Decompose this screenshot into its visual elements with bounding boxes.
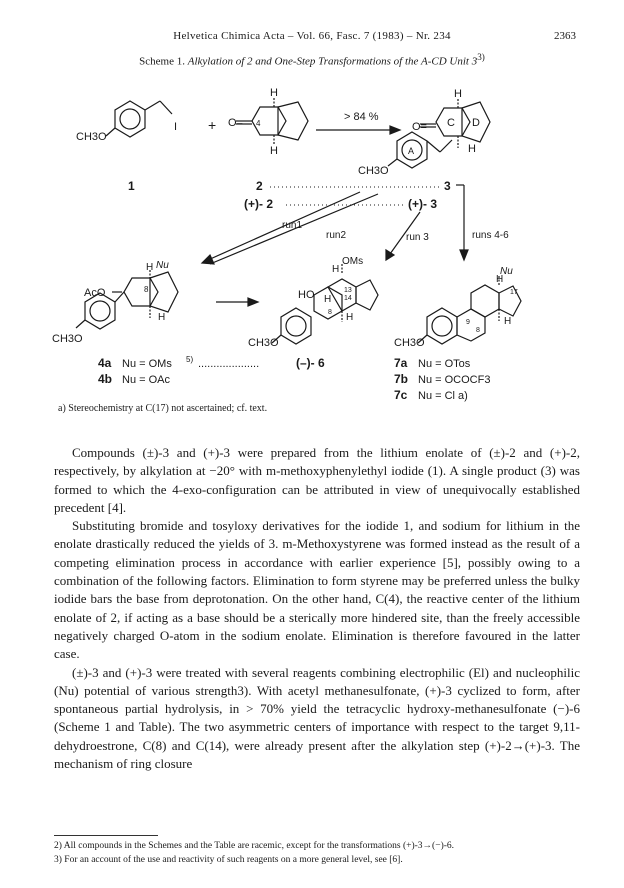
num-9-on-7: 9 [466, 319, 470, 326]
text-7b: Nu = OCOCF3 [418, 374, 491, 386]
methoxy-6: CH3O [248, 337, 279, 349]
label-4b: 4b [98, 372, 113, 386]
h-bottom-6: H [346, 312, 354, 323]
footnotes [54, 835, 580, 867]
text-4b: Nu = OAc [122, 374, 170, 386]
paragraph-3: (±)-3 and (+)-3 were treated with several reagents combining electrophilic (El) and nucleophilic (Nu) potential of various strength3). With acetyl methanesulfonate, (+)-3 cyclized to form, after spontaneous partial hydrolysis, in > 70% yield the tetracyclic hydroxy-methanesulfonate (−)-6 (Scheme 1 and Table). The two asymmetric centers of importance with respect to the target 9,11-dehydroestrone, C(8) and C(14), were already present after the alkylation step (+)-2→(+)-3. The mechanism of ring closure [54, 664, 580, 772]
scheme-caption-title: Alkylation of 2 and One-Step Transformations of the A-CD Unit 3 [187, 55, 478, 68]
ref-4a: 5) [186, 355, 194, 364]
h-6: H [332, 264, 340, 275]
ring-C-7 [471, 285, 499, 317]
label-7a: 7a [394, 356, 408, 370]
num-4-on-2: 4 [256, 119, 261, 128]
num-17-on-7: 17 [510, 289, 518, 296]
num-8-on-7: 8 [476, 327, 480, 334]
run1-label: run1 [282, 220, 303, 231]
compound-2-label: 2 [256, 179, 263, 193]
methoxy-4: CH3O [52, 333, 83, 345]
plus-sign: + [208, 117, 217, 133]
num-8-on-6: 8 [328, 309, 332, 316]
arrow-runs46 [460, 250, 468, 260]
oxo-3: O= [412, 121, 427, 133]
ring-C-label: C [447, 117, 455, 129]
running-title: Helvetica Chimica Acta – Vol. 66, Fasc. 7 (1983) – Nr. 234 [173, 30, 451, 42]
label-7c: 7c [394, 388, 408, 402]
runs46-label: runs 4-6 [472, 230, 509, 241]
compound-minus6: (–)- 6 [296, 356, 325, 370]
nu-4: Nu [156, 260, 169, 271]
oxo-2: O= [228, 117, 243, 129]
h-top-2: H [270, 87, 278, 99]
reaction-scheme [52, 87, 564, 402]
label-4a: 4a [98, 356, 112, 370]
footnote-rule [54, 835, 158, 836]
ring-A-label: A [408, 146, 415, 156]
num-13-on-6: 13 [344, 287, 352, 294]
scheme-footnote: a) Stereochemistry at C(17) not ascertained; cf. text. [58, 403, 268, 414]
scheme-caption-label: Scheme 1. [139, 55, 188, 68]
methoxy-3: CH3O [358, 165, 389, 177]
nu-7: Nu [500, 266, 513, 277]
h-4: H [146, 262, 154, 273]
label-7b: 7b [394, 372, 409, 386]
ring-B-7 [457, 309, 485, 341]
compound-3-label: 3 [444, 179, 451, 193]
ring-B-4 [124, 278, 158, 306]
scheme-caption [0, 52, 624, 68]
run3-label: run 3 [406, 232, 429, 243]
h-bottom-4: H [158, 312, 166, 323]
iodide-label: I [174, 121, 178, 133]
h-bottom-3: H [468, 143, 476, 155]
oms-6: OMs [342, 256, 364, 267]
compound-plus3-label: (+)- 3 [408, 197, 438, 211]
paragraph-1: Compounds (±)-3 and (+)-3 were prepared from the lithium enolate of (±)-2 and (+)-2, respectively, by alkylation at −20° with m-methoxyphenylethyl iodide (1). A single product (3) was formed to which the 4-exo-configuration can be attributed in view of unequivocally established precedent [4]. [54, 445, 580, 515]
ring-D-4 [150, 272, 178, 312]
h-mid-6: H [324, 294, 332, 305]
page-header [0, 30, 624, 46]
h-top-3: H [454, 88, 462, 100]
num-14-on-6: 14 [344, 295, 352, 302]
methoxy-7: CH3O [394, 337, 425, 349]
yield-label: > 84 % [344, 111, 379, 123]
ring-D-6 [356, 280, 378, 310]
body-text [54, 444, 580, 773]
text-7a: Nu = OTos [418, 358, 471, 370]
scheme-caption-ref: 3) [477, 52, 485, 62]
h-7: H [496, 274, 504, 285]
aco-4: AcO [84, 287, 106, 299]
h-bottom-7: H [504, 316, 512, 327]
compound-1-label: 1 [128, 179, 135, 193]
ring-D-label: D [472, 117, 480, 129]
footnote-3: 3) For an account of the use and reactivity of such reagents on a more general level, see [6]. [54, 855, 403, 865]
ring-cyclopentane-2 [278, 102, 308, 140]
text-7c: Nu = Cl a) [418, 390, 468, 402]
num-8-on-4: 8 [144, 285, 149, 294]
aromatic-circle-1 [120, 109, 140, 129]
text-4a: Nu = OMs [122, 358, 172, 370]
ho-6: HO [298, 289, 315, 301]
paragraph-2: Substituting bromide and tosyloxy derivatives for the iodide 1, and sodium for lithium in the enolate drastically reduced the yields of 3. m-Methoxystyrene was formed instead as the result of a competing elimination process in accordance with earlier experience [5], possibly owing to a combination of the following factors. Elimination to form styrene may be preferred unless the bulky iodide bars the base from deprotonation. On the other hand, C(4), the reactive center of the lithium enolate of 2, if acting as a base should be a sterically more hindered site, than the freely accessible negatively charged O-atom in the sodium enolate. Elimination is therefore favoured in the latter case. [54, 518, 580, 662]
methoxy-1: CH3O [76, 131, 107, 143]
run2-label: run2 [326, 230, 347, 241]
dots-4a: .................... [198, 358, 260, 370]
compound-plus2-label: (+)- 2 [244, 197, 274, 211]
h-bottom-2: H [270, 145, 278, 157]
page-number: 2363 [554, 30, 576, 42]
footnote-2: 2) All compounds in the Schemes and the Table are racemic, except for the transformations (+)-3→(−)-6. [54, 841, 455, 851]
